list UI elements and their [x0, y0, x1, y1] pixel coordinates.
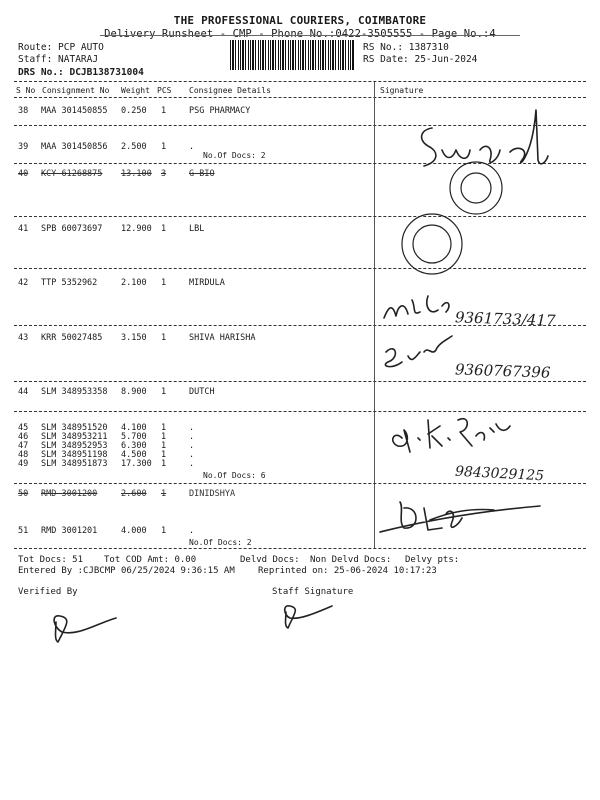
row-weight: 3.150	[121, 333, 147, 343]
signature-row-39	[422, 110, 548, 166]
row-consignment: SLM 348951873	[41, 459, 108, 469]
row-pcs: 1	[161, 387, 167, 397]
row-consignee: .	[189, 142, 195, 152]
row-sno: 41	[18, 224, 29, 234]
col-consignee: Consignee Details	[189, 86, 271, 95]
row-consignee: .	[189, 526, 195, 536]
row-pcs: 1	[161, 278, 167, 288]
row-consignee: .	[189, 441, 195, 451]
rs-number: RS No.: 1387310	[363, 42, 449, 53]
signature-staff	[285, 606, 332, 628]
col-pcs: PCS	[157, 86, 172, 95]
row-weight: 6.300	[121, 441, 147, 451]
row-pcs: 1	[161, 526, 167, 536]
row-pcs: 1	[161, 333, 167, 343]
row-consignee: MIRDULA	[189, 278, 225, 288]
row-consignment: KRR 50027485	[41, 333, 103, 343]
row-consignment: RMD 3001200	[41, 489, 98, 499]
company-stamp	[402, 162, 502, 274]
row-consignee: .	[189, 450, 195, 460]
handwritten-phone-row-42: 9361733/417	[454, 308, 556, 330]
row-pcs: 1	[161, 450, 167, 460]
row-weight: 17.300	[121, 459, 152, 469]
row-weight: 8.900	[121, 387, 147, 397]
row-consignment: SLM 348952953	[41, 441, 108, 451]
row-sno: 43	[18, 333, 29, 343]
row-sno: 39	[18, 142, 29, 152]
document-title: THE PROFESSIONAL COURIERS, COIMBATORE	[173, 14, 427, 27]
row-sno: 46	[18, 432, 29, 442]
row-pcs: 1	[161, 106, 167, 116]
row-weight: 5.700	[121, 432, 147, 442]
row-sno: 40	[18, 169, 29, 179]
row-sno: 47	[18, 441, 29, 451]
row-consignee: PSG PHARMACY	[189, 106, 251, 116]
staff-signature-label: Staff Signature	[272, 587, 354, 597]
row-sno: 45	[18, 423, 29, 433]
row-consignee: SHIVA HARISHA	[189, 333, 256, 343]
row-consignment: SLM 348953358	[41, 387, 108, 397]
row-consignment: MAA 301450855	[41, 106, 108, 116]
row-pcs: 1	[161, 423, 167, 433]
row-pcs: 1	[161, 142, 167, 152]
col-consignment: Consignment No	[42, 86, 110, 95]
row-weight: 4.000	[121, 526, 147, 536]
signature-verified-by	[54, 616, 116, 642]
total-docs: Tot Docs: 51	[18, 555, 84, 565]
row-consignment: SPB 60073697	[41, 224, 103, 234]
row-consignment: RMD 3001201	[41, 526, 98, 536]
row-sno: 44	[18, 387, 29, 397]
row-sno: 50	[18, 489, 29, 499]
col-weight: Weight	[121, 86, 150, 95]
delivered-docs: Delvd Docs:	[240, 555, 300, 565]
total-cod-amount: Tot COD Amt: 0.00	[104, 555, 197, 565]
row-weight: 2.600	[121, 489, 147, 499]
row-weight: 2.500	[121, 142, 147, 152]
row-weight: 13.100	[121, 169, 152, 179]
row-pcs: 3	[161, 169, 167, 179]
row-weight: 4.500	[121, 450, 147, 460]
row-consignment: SLM 348951198	[41, 450, 108, 460]
row-docs-note: No.Of Docs: 2	[203, 151, 266, 160]
row-docs-note: No.Of Docs: 6	[203, 471, 266, 480]
row-consignee: .	[189, 432, 195, 442]
row-weight: 0.250	[121, 106, 147, 116]
rs-date: RS Date: 25-Jun-2024	[363, 54, 478, 65]
row-consignment: TTP 5352962	[41, 278, 98, 288]
row-pcs: 1	[161, 459, 167, 469]
row-consignee: .	[189, 459, 195, 469]
row-consignment: MAA 301450856	[41, 142, 108, 152]
row-consignee: LBL	[189, 224, 205, 234]
signature-row-42	[384, 296, 449, 318]
row-weight: 12.900	[121, 224, 152, 234]
signature-row-43	[385, 336, 452, 367]
row-consignee: G BIO	[189, 169, 215, 179]
row-pcs: 1	[161, 432, 167, 442]
handwritten-phone-row-49: 9843029125	[454, 463, 545, 485]
row-weight: 2.100	[121, 278, 147, 288]
col-sno: S No	[16, 86, 36, 95]
route-label: Route: PCP AUTO	[18, 42, 104, 53]
row-consignee: .	[189, 423, 195, 433]
row-sno: 42	[18, 278, 29, 288]
row-sno: 51	[18, 526, 29, 536]
row-consignee: DUTCH	[189, 387, 215, 397]
col-signature: Signature	[380, 86, 424, 95]
delivery-points: Delvy pts:	[405, 555, 460, 565]
drs-number: DRS No.: DCJB138731004	[18, 67, 144, 78]
reprinted-on: Reprinted on: 25-06-2024 10:17:23	[258, 566, 437, 576]
row-consignment: SLM 348951520	[41, 423, 108, 433]
signature-row-51	[380, 502, 540, 532]
row-consignee: DINIDSHYA	[189, 489, 236, 499]
row-pcs: 1	[161, 441, 167, 451]
subtitle-text: Delivery Runsheet - CMP - Phone No.:0422-3505555 - Page No.:4	[104, 28, 496, 40]
row-sno: 48	[18, 450, 29, 460]
row-pcs: 1	[161, 224, 167, 234]
row-consignment: SLM 348953211	[41, 432, 108, 442]
row-pcs: 1	[161, 489, 167, 499]
verified-by-label: Verified By	[18, 587, 78, 597]
handwritten-phone-row-43: 9360767396	[454, 360, 551, 382]
row-docs-note: No.Of Docs: 2	[189, 538, 252, 547]
row-weight: 4.100	[121, 423, 147, 433]
signature-row-49	[393, 419, 510, 452]
row-sno: 49	[18, 459, 29, 469]
entered-by: Entered By :CJBCMP 06/25/2024 9:36:15 AM	[18, 566, 235, 576]
staff-label: Staff: NATARAJ	[18, 54, 99, 65]
row-sno: 38	[18, 106, 29, 116]
non-delivered-docs: Non Delvd Docs:	[310, 555, 392, 565]
row-consignment: KCY 61268875	[41, 169, 103, 179]
